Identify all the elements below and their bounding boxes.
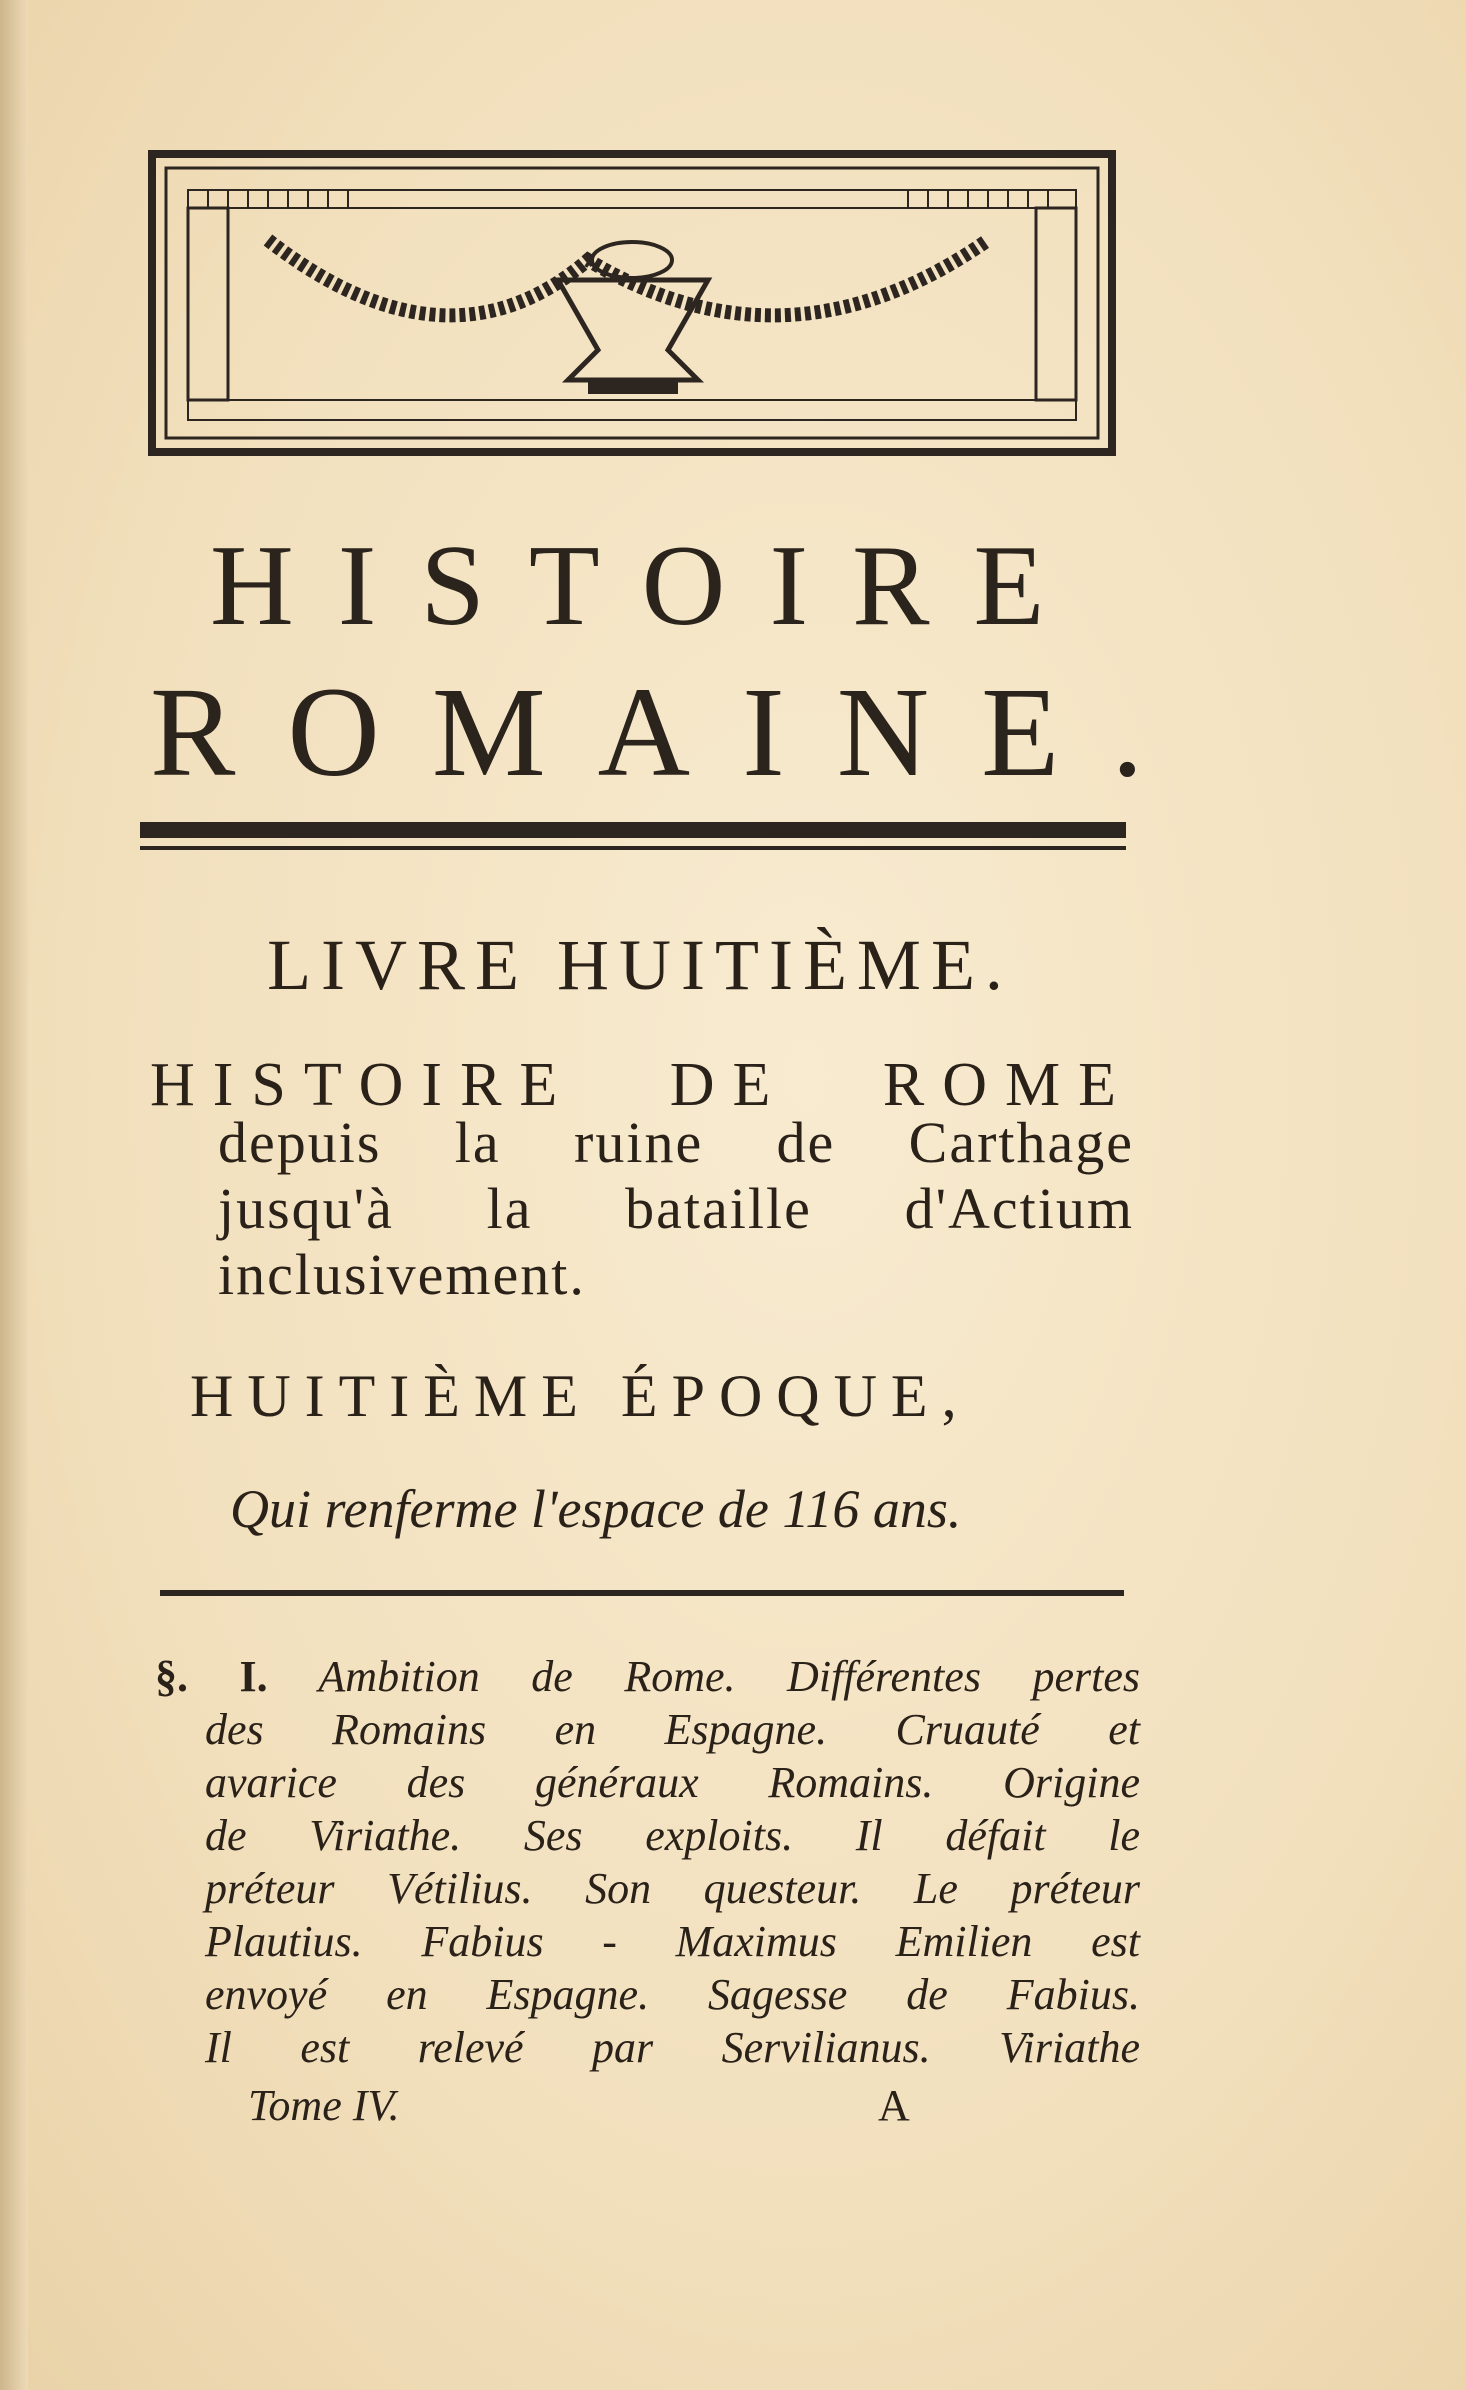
volume-label: Tome IV. [248,2081,400,2130]
summary-text: Ambition de Rome. Différentes pertes [318,1652,1140,1701]
double-rule-thin [140,846,1126,850]
headpiece-ornament [148,150,1116,456]
subtitle-line: jusqu'à la bataille d'Actium [218,1176,1134,1241]
title-line-1: HISTOIRE [210,522,1089,650]
section-rule [160,1590,1124,1596]
page-footer [248,2080,928,2131]
summary-line: Plautius. Fabius - Maximus Emilien est [205,1917,1140,1966]
summary-line: des Romains en Espagne. Cruauté et [205,1705,1140,1754]
summary-line: préteur Vétilius. Son questeur. Le préteur [205,1864,1140,1913]
summary-line: de Viriathe. Ses exploits. Il défait le [205,1811,1140,1860]
subtitle-line: depuis la ruine de Carthage [218,1110,1134,1175]
book-heading: LIVRE HUITIÈME. [267,925,1013,1005]
section-heading: HISTOIRE DE ROME [150,1051,1134,1119]
epoch-heading: HUITIÈME ÉPOQUE, [190,1363,971,1429]
subtitle-line: inclusivement. [218,1242,586,1307]
section-subtitle [218,1110,1134,1308]
page-gutter [0,0,28,2390]
epoch-span: Qui renferme l'espace de 116 ans. [230,1479,962,1539]
summary-line: Il est relevé par Servilianus. Viriathe [205,2023,1140,2072]
signature-mark: A [878,2081,910,2130]
chapter-summary [155,1650,1140,2074]
summary-line: avarice des généraux Romains. Origine [205,1758,1140,1807]
title-line-2: ROMAINE. [150,661,1196,803]
section-mark: §. I. [155,1652,268,1701]
double-rule-thick [140,822,1126,838]
summary-line: envoyé en Espagne. Sagesse de Fabius. [205,1970,1140,2019]
summary-line [155,1650,1140,1703]
